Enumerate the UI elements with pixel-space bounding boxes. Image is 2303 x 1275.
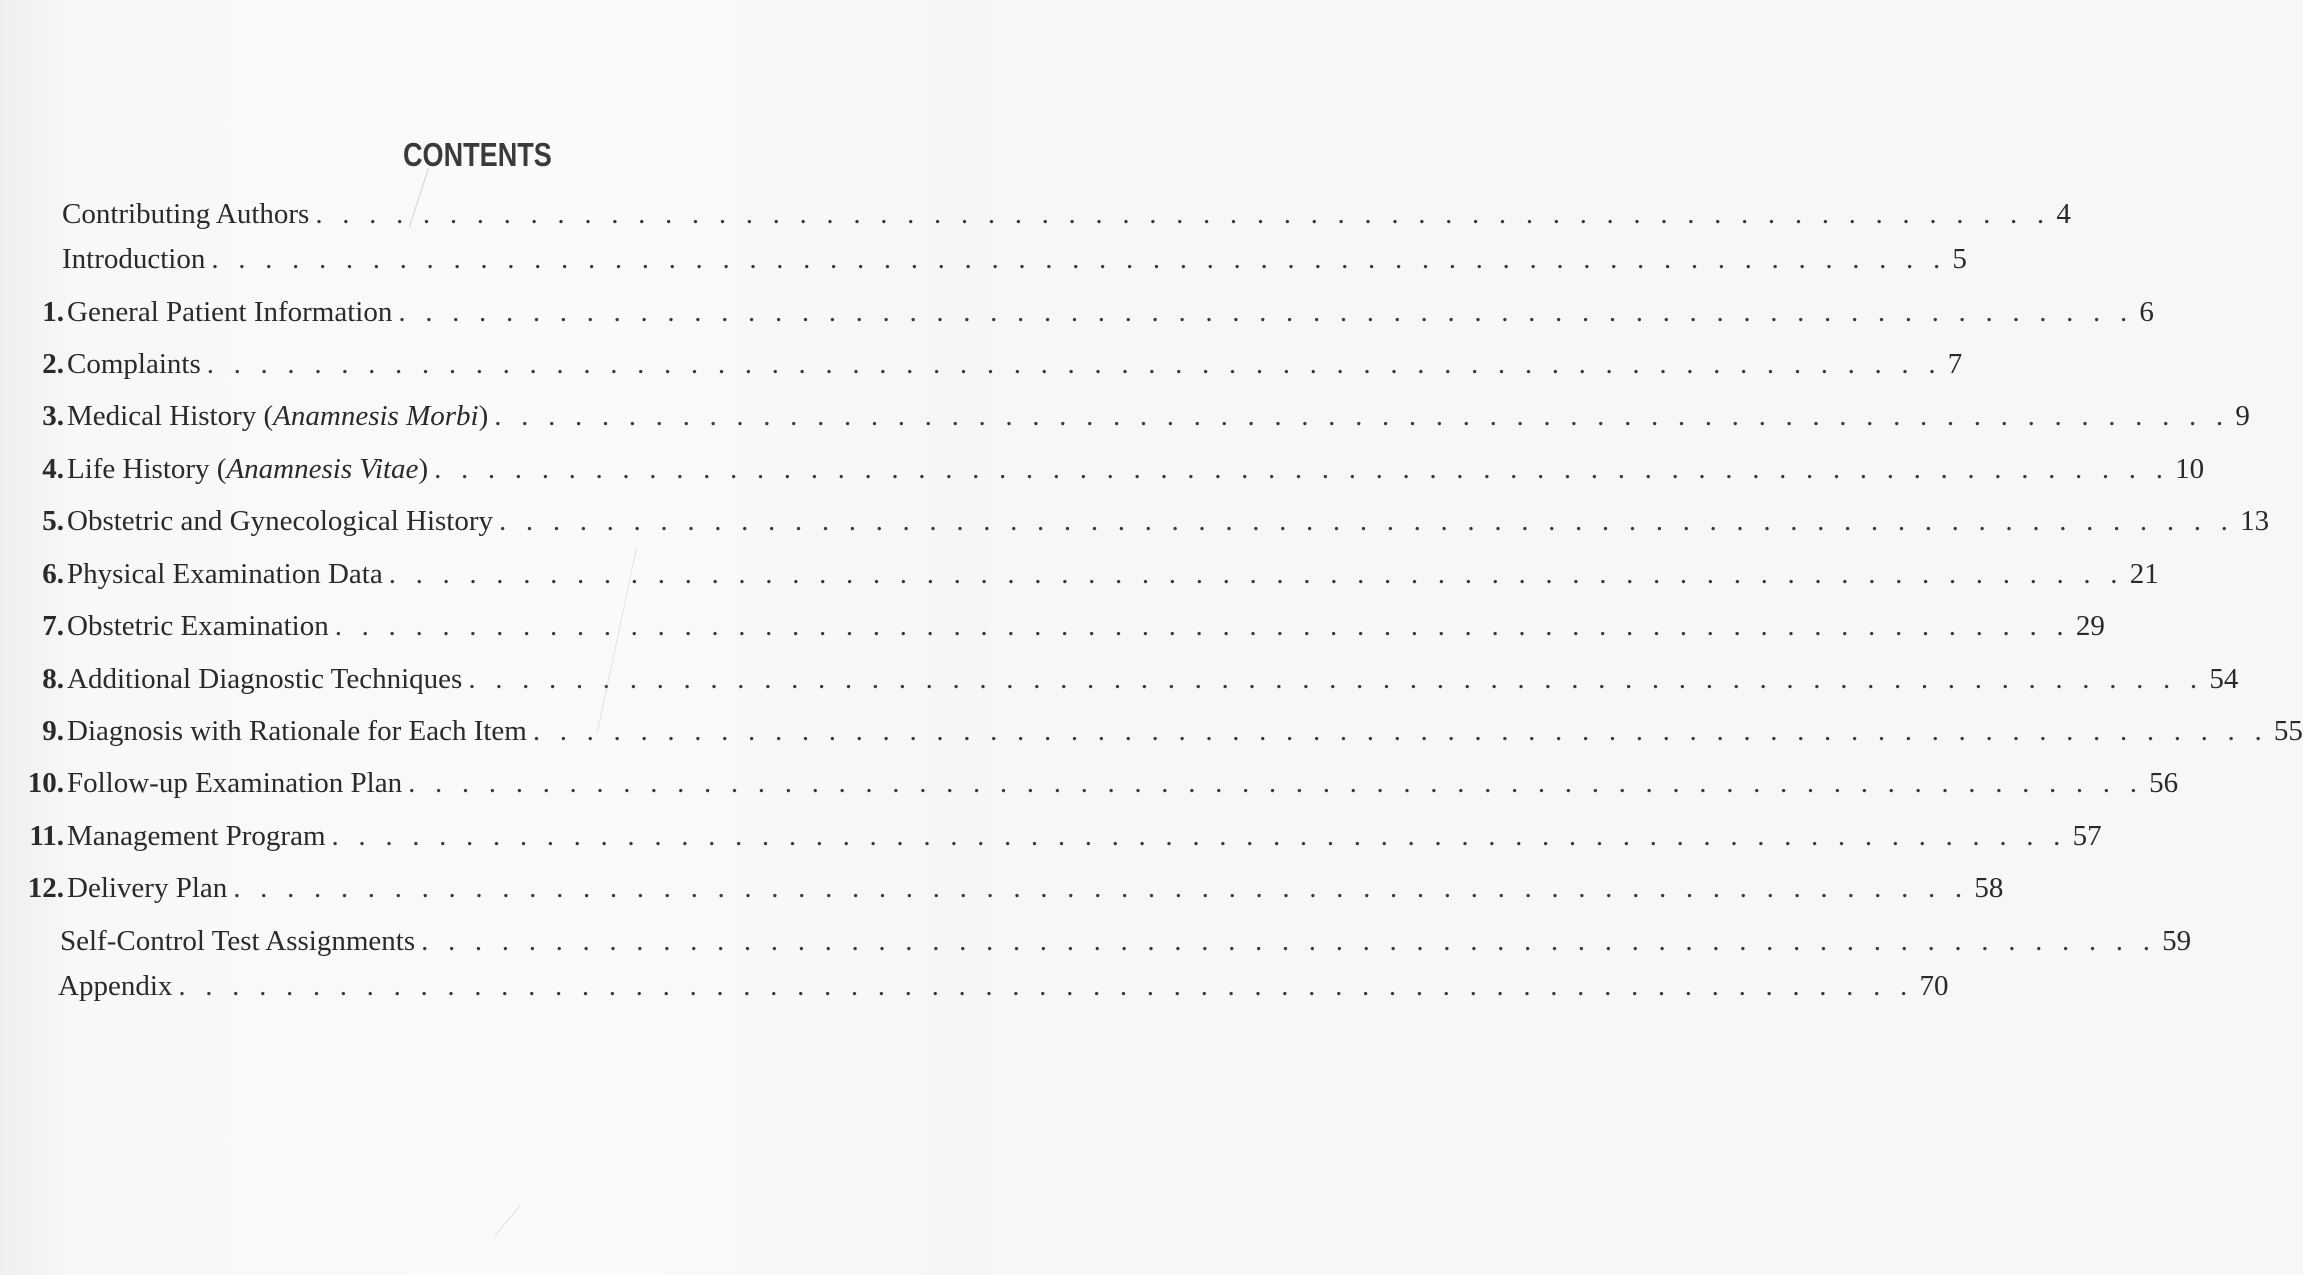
toc-entry-page: 7 xyxy=(1947,348,1963,380)
toc-entry-label: Delivery Plan xyxy=(67,872,228,904)
toc-entry-page: 21 xyxy=(2129,558,2159,590)
dot-leader: . . . . . . . . . . . . . . . . . . . . . . . . . . . . . . . . . . . . . . . . . . . . . . . . . . . . . . . . . . . . . . . . . xyxy=(206,348,1942,380)
toc-entry-label: General Patient Information xyxy=(67,296,393,328)
pencil-mark xyxy=(494,1205,520,1236)
toc-entry-page: 10 xyxy=(2175,453,2205,485)
dot-leader: . . . . . . . . . . . . . . . . . . . . . . . . . . . . . . . . . . . . . . . . . . . . . . . . . . . . . . . . . . . . . . . . . xyxy=(434,453,2170,485)
toc-entry[interactable] xyxy=(0,292,2154,332)
toc-entry-number: 12. xyxy=(27,872,64,904)
toc-entry-label: Additional Diagnostic Techniques xyxy=(67,663,463,695)
toc-entry[interactable] xyxy=(0,554,2159,594)
toc-entry-label: Obstetric and Gynecological History xyxy=(67,505,494,537)
toc-entry-page: 59 xyxy=(2162,925,2192,957)
dot-leader: . . . . . . . . . . . . . . . . . . . . . . . . . . . . . . . . . . . . . . . . . . . . . . . . . . . . . . . . . . . . . . . . . xyxy=(468,663,2204,695)
toc-entry-page: 6 xyxy=(2139,296,2154,328)
toc-entry-page: 55 xyxy=(2273,715,2303,747)
toc-entry-label: Obstetric Examination xyxy=(67,610,329,642)
toc-entry-label: Contributing Authors xyxy=(62,198,310,230)
dot-leader: . . . . . . . . . . . . . . . . . . . . . . . . . . . . . . . . . . . . . . . . . . . . . . . . . . . . . . . . . . . . . . . . . xyxy=(388,558,2124,590)
dot-leader: . . . . . . . . . . . . . . . . . . . . . . . . . . . . . . . . . . . . . . . . . . . . . . . . . . . . . . . . . . . . . . . . . xyxy=(532,715,2268,747)
toc-entry-label-italic: Anamnesis Morbi xyxy=(273,400,479,432)
toc-entry[interactable] xyxy=(0,816,2102,856)
toc-entry[interactable] xyxy=(0,711,2303,751)
toc-entry[interactable] xyxy=(0,194,2071,234)
dot-leader: . . . . . . . . . . . . . . . . . . . . . . . . . . . . . . . . . . . . . . . . . . . . . . . . . . . . . . . . . . . . . . . . . xyxy=(178,970,1914,1002)
toc-entry-number: 10. xyxy=(27,767,64,799)
page-title: CONTENTS xyxy=(402,136,552,173)
dot-leader: . . . . . . . . . . . . . . . . . . . . . . . . . . . . . . . . . . . . . . . . . . . . . . . . . . . . . . . . . . . . . . . . . xyxy=(494,400,2230,432)
toc-entry-page: 13 xyxy=(2240,505,2270,537)
dot-leader: . . . . . . . . . . . . . . . . . . . . . . . . . . . . . . . . . . . . . . . . . . . . . . . . . . . . . . . . . . . . . . . . . xyxy=(398,296,2134,328)
toc-entry-page: 4 xyxy=(2056,198,2071,230)
toc-entry[interactable] xyxy=(0,868,2004,908)
toc-entry-page: 5 xyxy=(1952,243,1967,275)
toc-entry-label-text: ) xyxy=(478,400,489,432)
dot-leader: . . . . . . . . . . . . . . . . . . . . . . . . . . . . . . . . . . . . . . . . . . . . . . . . . . . . . . . . . . . . . . . . . xyxy=(421,925,2157,957)
toc-entry-label: Appendix xyxy=(58,970,173,1002)
toc-entry-label xyxy=(67,449,428,489)
dot-leader: . . . . . . . . . . . . . . . . . . . . . . . . . . . . . . . . . . . . . . . . . . . . . . . . . . . . . . . . . . . . . . . . . xyxy=(408,767,2144,799)
toc-entry[interactable] xyxy=(0,921,2192,961)
toc-entry-number: 8. xyxy=(42,663,64,695)
toc-entry-label-italic: Anamnesis Vitae xyxy=(226,453,419,485)
toc-entry-page: 57 xyxy=(2072,820,2102,852)
dot-leader: . . . . . . . . . . . . . . . . . . . . . . . . . . . . . . . . . . . . . . . . . . . . . . . . . . . . . . . . . . . . . . . . . xyxy=(331,820,2067,852)
toc-entry-label: Diagnosis with Rationale for Each Item xyxy=(67,715,527,747)
toc-entry[interactable] xyxy=(0,344,1963,384)
toc-entry-label: Management Program xyxy=(67,820,326,852)
toc-entry-label: Physical Examination Data xyxy=(67,558,383,590)
toc-entry[interactable] xyxy=(0,763,2179,803)
toc-entry-label xyxy=(67,396,488,436)
dot-leader: . . . . . . . . . . . . . . . . . . . . . . . . . . . . . . . . . . . . . . . . . . . . . . . . . . . . . . . . . . . . . . . . . xyxy=(233,872,1969,904)
toc-entry[interactable] xyxy=(0,501,2270,541)
toc-entry-label: Follow-up Examination Plan xyxy=(67,767,403,799)
dot-leader: . . . . . . . . . . . . . . . . . . . . . . . . . . . . . . . . . . . . . . . . . . . . . . . . . . . . . . . . . . . . . . . . . xyxy=(211,243,1947,275)
toc-entry-number: 6. xyxy=(42,558,64,590)
dot-leader: . . . . . . . . . . . . . . . . . . . . . . . . . . . . . . . . . . . . . . . . . . . . . . . . . . . . . . . . . . . . . . . . . xyxy=(315,198,2051,230)
toc-entry-page: 29 xyxy=(2075,610,2105,642)
dot-leader: . . . . . . . . . . . . . . . . . . . . . . . . . . . . . . . . . . . . . . . . . . . . . . . . . . . . . . . . . . . . . . . . . xyxy=(499,505,2235,537)
toc-entry-number: 11. xyxy=(29,820,64,852)
toc-entry-page: 70 xyxy=(1919,970,1949,1002)
toc-entry-page: 56 xyxy=(2149,767,2179,799)
toc-entry[interactable] xyxy=(0,239,1967,279)
toc-entry[interactable] xyxy=(0,449,2205,489)
toc-entry-page: 58 xyxy=(1974,872,2004,904)
toc-entry-number: 7. xyxy=(42,610,64,642)
toc-entry-label: Self-Control Test Assignments xyxy=(60,925,416,957)
toc-entry-page: 9 xyxy=(2235,400,2250,432)
toc-entry-label-text: Medical History ( xyxy=(67,400,274,432)
toc-entry-number: 2. xyxy=(42,348,64,380)
toc-entry-number: 5. xyxy=(42,505,64,537)
dot-leader: . . . . . . . . . . . . . . . . . . . . . . . . . . . . . . . . . . . . . . . . . . . . . . . . . . . . . . . . . . . . . . . . . xyxy=(334,610,2070,642)
toc-entry-page: 54 xyxy=(2209,663,2239,695)
toc-entry[interactable] xyxy=(0,659,2239,699)
toc-entry-number: 1. xyxy=(42,296,64,328)
toc-entry-label: Complaints xyxy=(67,348,201,380)
toc-entry-number: 9. xyxy=(42,715,64,747)
toc-entry-label: Introduction xyxy=(62,243,206,275)
toc-entry[interactable] xyxy=(0,606,2105,646)
toc-entry[interactable] xyxy=(0,396,2250,436)
toc-entry-label-text: Life History ( xyxy=(67,453,227,485)
toc-entry-number: 4. xyxy=(42,453,64,485)
toc-entry-label-text: ) xyxy=(418,453,429,485)
toc-entry-number: 3. xyxy=(42,400,64,432)
toc-entry[interactable] xyxy=(0,966,1949,1006)
